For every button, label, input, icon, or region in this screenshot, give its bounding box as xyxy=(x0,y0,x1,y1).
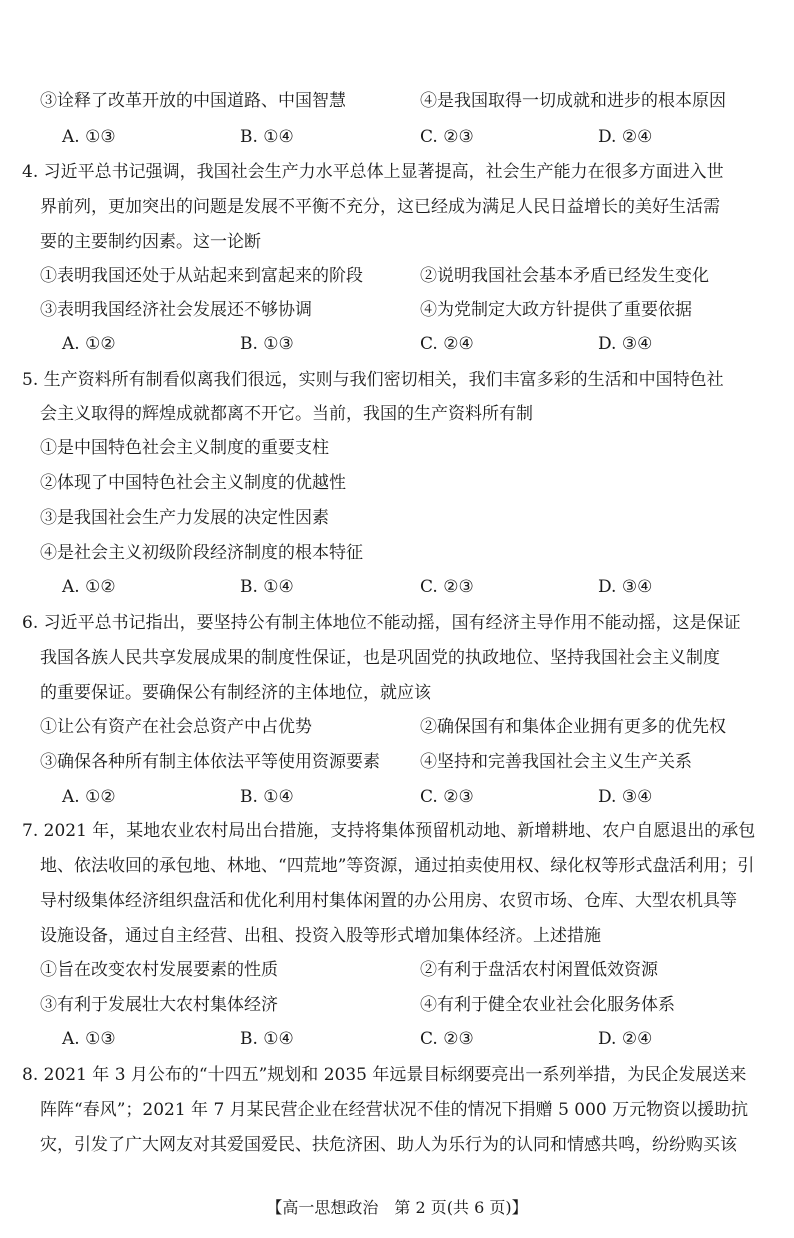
q8-stem-line-1: 8. 2021 年 3 月公布的“十四五”规划和 2035 年远景目标纲要亮出一系列举措，为民企发展送来 xyxy=(22,1065,747,1085)
q6-choice-a: A. ①② xyxy=(62,787,116,807)
q6-choice-d: D. ③④ xyxy=(598,787,653,807)
q7-option-4: ④有利于健全农业社会化服务体系 xyxy=(420,995,675,1015)
q3-choice-b: B. ①④ xyxy=(240,127,294,147)
q6-stem-line-2: 我国各族人民共享发展成果的制度性保证，也是巩固党的执政地位、坚持我国社会主义制度 xyxy=(40,648,720,668)
q4-choice-a: A. ①② xyxy=(62,334,116,354)
q4-option-2: ②说明我国社会基本矛盾已经发生变化 xyxy=(420,266,709,286)
q7-stem-line-4: 设施设备，通过自主经营、出租、投资入股等形式增加集体经济。上述措施 xyxy=(40,926,601,946)
q6-option-4: ④坚持和完善我国社会主义生产关系 xyxy=(420,752,692,772)
q7-option-3: ③有利于发展壮大农村集体经济 xyxy=(40,995,278,1015)
q7-option-1: ①旨在改变农村发展要素的性质 xyxy=(40,960,278,980)
q6-option-1: ①让公有资产在社会总资产中占优势 xyxy=(40,717,312,737)
q3-choice-d: D. ②④ xyxy=(598,127,653,147)
q7-choice-b: B. ①④ xyxy=(240,1029,294,1049)
q4-option-4: ④为党制定大政方针提供了重要依据 xyxy=(420,300,692,320)
q4-option-1: ①表明我国还处于从站起来到富起来的阶段 xyxy=(40,266,363,286)
q3-option-3: ③诠释了改革开放的中国道路、中国智慧 xyxy=(40,91,346,111)
q7-choice-d: D. ②④ xyxy=(598,1029,653,1049)
q6-option-2: ②确保国有和集体企业拥有更多的优先权 xyxy=(420,717,726,737)
q7-option-2: ②有利于盘活农村闲置低效资源 xyxy=(420,960,658,980)
q5-choice-c: C. ②③ xyxy=(420,577,474,597)
q4-choice-c: C. ②④ xyxy=(420,334,474,354)
q7-stem-line-1: 7. 2021 年，某地农业农村局出台措施，支持将集体预留机动地、新增耕地、农户自愿退出的承包 xyxy=(22,821,756,841)
q6-stem-line-1: 6. 习近平总书记指出，要坚持公有制主体地位不能动摇，国有经济主导作用不能动摇，这是保证 xyxy=(22,613,741,633)
q5-option-4: ④是社会主义初级阶段经济制度的根本特征 xyxy=(40,543,363,563)
q4-stem-line-2: 界前列，更加突出的问题是发展不平衡不充分，这已经成为满足人民日益增长的美好生活需 xyxy=(40,197,720,217)
q7-choice-a: A. ①③ xyxy=(62,1029,116,1049)
q6-choice-c: C. ②③ xyxy=(420,787,474,807)
q4-stem-line-1: 4. 习近平总书记强调，我国社会生产力水平总体上显著提高，社会生产能力在很多方面进入世 xyxy=(22,162,724,182)
q5-stem-line-2: 会主义取得的辉煌成就都离不开它。当前，我国的生产资料所有制 xyxy=(40,404,533,424)
q8-stem-line-3: 灾，引发了广大网友对其爱国爱民、扶危济困、助人为乐行为的认同和情感共鸣，纷纷购买该 xyxy=(40,1135,737,1155)
q3-option-4: ④是我国取得一切成就和进步的根本原因 xyxy=(420,91,726,111)
q5-stem-line-1: 5. 生产资料所有制看似离我们很远，实则与我们密切相关，我们丰富多彩的生活和中国特色社 xyxy=(22,370,724,390)
q6-stem-line-3: 的重要保证。要确保公有制经济的主体地位，就应该 xyxy=(40,683,431,703)
q5-option-3: ③是我国社会生产力发展的决定性因素 xyxy=(40,508,329,528)
q7-stem-line-3: 导村级集体经济组织盘活和优化利用村集体闲置的办公用房、农贸市场、仓库、大型农机具等 xyxy=(40,891,737,911)
q3-choice-c: C. ②③ xyxy=(420,127,474,147)
q5-option-2: ②体现了中国特色社会主义制度的优越性 xyxy=(40,473,346,493)
q5-choice-a: A. ①② xyxy=(62,577,116,597)
q5-choice-b: B. ①④ xyxy=(240,577,294,597)
q4-choice-b: B. ①③ xyxy=(240,334,294,354)
q8-stem-line-2: 阵阵“春风”；2021 年 7 月某民营企业在经营状况不佳的情况下捐赠 5 000 万元物资以援助抗 xyxy=(40,1100,749,1120)
q7-stem-line-2: 地、依法收回的承包地、林地、“四荒地”等资源，通过拍卖使用权、绿化权等形式盘活利用；引 xyxy=(40,856,755,876)
q4-choice-d: D. ③④ xyxy=(598,334,653,354)
q5-choice-d: D. ③④ xyxy=(598,577,653,597)
q4-option-3: ③表明我国经济社会发展还不够协调 xyxy=(40,300,312,320)
q5-option-1: ①是中国特色社会主义制度的重要支柱 xyxy=(40,438,329,458)
q6-option-3: ③确保各种所有制主体依法平等使用资源要素 xyxy=(40,752,380,772)
q4-stem-line-3: 要的主要制约因素。这一论断 xyxy=(40,232,261,252)
q3-choice-a: A. ①③ xyxy=(62,127,116,147)
page-footer: 【高一思想政治 第 2 页(共 6 页)】 xyxy=(266,1198,528,1217)
q7-choice-c: C. ②③ xyxy=(420,1029,474,1049)
q6-choice-b: B. ①④ xyxy=(240,787,294,807)
